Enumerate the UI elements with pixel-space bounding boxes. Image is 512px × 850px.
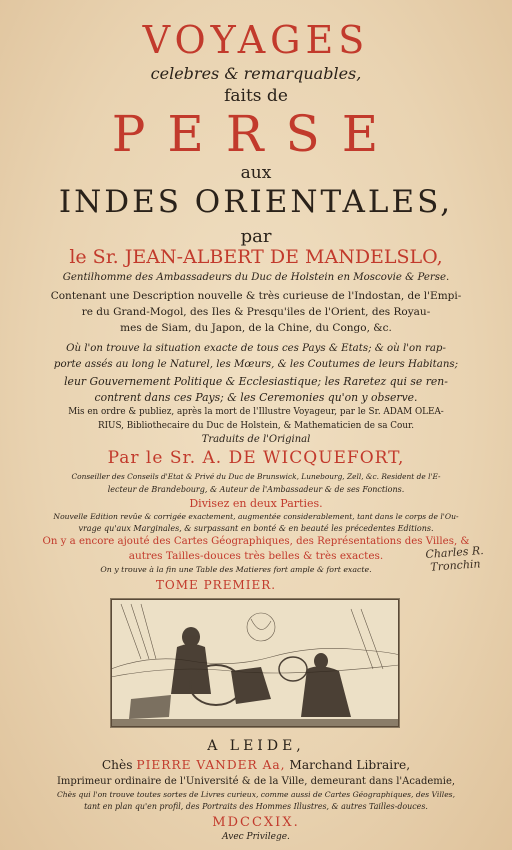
- imprint-printer: Imprimeur ordinaire de l'Université & de la Ville, demeurant dans l'Academie,: [56, 776, 456, 787]
- translator-title-2: lecteur de Brandebourg, & Auteur de l'Ambassadeur & de ses Fonctions.: [107, 485, 405, 494]
- imprint-ches: Chès: [101, 758, 137, 772]
- text-par: par: [240, 226, 272, 247]
- subtitle-celebres: celebres & remarquables,: [150, 64, 362, 83]
- description-line-1: Contenant une Description nouvelle & très curieuse de l'Indostan, de l'Empi-: [50, 290, 462, 302]
- editor-line-1: Mis en ordre & publiez, après la mort de l'Illustre Voyageur, par le Sr. ADAM OLEA-: [68, 407, 444, 417]
- editor-line-2: RIUS, Bibliothecaire du Duc de Holstein, & Mathematicien de sa Cour.: [97, 421, 415, 431]
- imprint-year: MDCCXIX.: [212, 815, 300, 830]
- divisez-parts: Divisez en deux Parties.: [189, 497, 323, 510]
- imprint-books-1: Chès qui l'on trouve toutes sortes de Livres curieux, comme aussi de Cartes Géographiques, des Villes,: [56, 790, 455, 799]
- description-line-3: mes de Siam, du Japon, de la Chine, du Congo, &c.: [120, 322, 392, 334]
- author-title: Gentilhomme des Ambassadeurs du Duc de Holstein en Moscovie & Perse.: [62, 272, 450, 283]
- title-indes-orientales: INDES ORIENTALES,: [58, 184, 454, 220]
- edition-note-2: vrage qu'aux Marginales, & surpassant en bonté & en beauté les précedentes Editions.: [78, 524, 434, 533]
- engraving-illustration: [110, 598, 400, 728]
- publisher-role: Marchand Libraire,: [285, 758, 411, 772]
- description-line-6: leur Gouvernement Politique & Ecclesiastique; les Raretez qui se ren-: [64, 375, 448, 388]
- translator-title-1: Conseiller des Conseils d'Etat & Privé du Duc de Brunswick, Lunebourg, Zell, &c. Resident de l'E-: [71, 472, 441, 481]
- tome-premier: TOME PREMIER.: [155, 578, 277, 592]
- table-note: On y trouve à la fin une Table des Matieres fort ample & fort exacte.: [100, 565, 372, 574]
- additions-line-1: On y a encore ajouté des Cartes Géographiques, des Représentations des Villes, &: [42, 536, 470, 547]
- title-perse: PERSE: [111, 105, 401, 163]
- description-line-7: contrent dans ces Pays; & les Ceremonies qu'on y observe.: [94, 391, 418, 404]
- handwritten-signature: Charles R. Tronchin: [425, 544, 485, 574]
- publisher-name: PIERRE VANDER Aa,: [136, 758, 286, 772]
- imprint-privilege: Avec Privilege.: [222, 832, 290, 842]
- description-line-5: porte assés au long le Naturel, les Mœurs, & les Coutumes de leurs Habitans;: [53, 359, 459, 370]
- translated-from: Traduits de l'Original: [201, 434, 311, 445]
- imprint-city: A LEIDE,: [207, 738, 305, 754]
- description-line-2: re du Grand-Mogol, des Iles & Presqu'iles de l'Orient, des Royau-: [81, 306, 431, 318]
- translator-name: Par le Sr. A. DE WICQUEFORT,: [107, 448, 405, 468]
- edition-note-1: Nouvelle Edition revûe & corrigée exactement, augmentée considerablement, tant dans le corps de l'Ou-: [53, 512, 459, 521]
- text-faits-de: faits de: [224, 86, 288, 106]
- author-name: le Sr. JEAN-ALBERT DE MANDELSLO,: [69, 246, 443, 268]
- imprint-books-2: tant en plan qu'en profil, des Portraits des Hommes Illustres, & autres Tailles-douces.: [84, 802, 428, 811]
- additions-line-2: autres Tailles-douces très belles & très exactes.: [128, 550, 384, 562]
- imprint-publisher: [0, 758, 512, 772]
- title-voyages: VOYAGES: [142, 18, 370, 62]
- description-line-4: Où l'on trouve la situation exacte de tous ces Pays & Etats; & où l'on rap-: [66, 343, 446, 354]
- text-aux: aux: [240, 163, 272, 183]
